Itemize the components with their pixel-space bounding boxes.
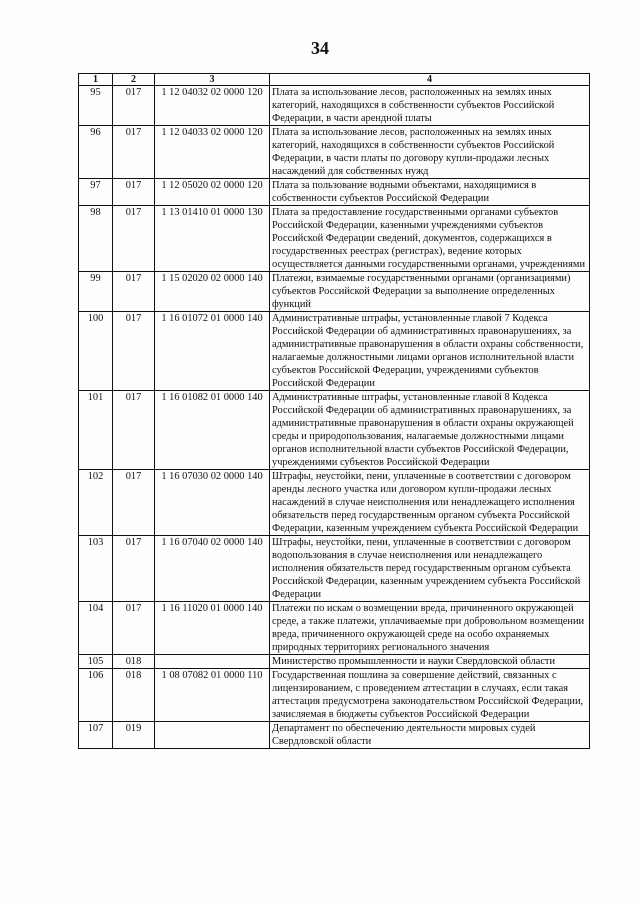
row-number: 98 <box>79 206 113 272</box>
revenue-name: Штрафы, неустойки, пени, уплаченные в соответствии с договором аренды лесного участка или договором купли-продажи лесных насаждений в случае неисполнения или ненадлежащего исполнения обязательств перед государственным органом субъекта Российской Федерации, казенным учреждением субъекта Российской Федерации <box>270 470 590 536</box>
revenue-name: Плата за предоставление государственными органами субъектов Российской Федерации, казенными учреждениями субъектов Российской Федерации сведений, документов, содержащихся в государственных реестрах (регистрах), ведение которых осуществляется данными государственными органами, учреждениями <box>270 206 590 272</box>
table-row <box>79 470 590 536</box>
table-row <box>79 312 590 391</box>
header-col-2: 2 <box>113 74 155 86</box>
admin-code: 017 <box>113 391 155 470</box>
revenue-name: Штрафы, неустойки, пени, уплаченные в соответствии с договором водопользования в случае неисполнения или ненадлежащего исполнения обязательств перед государственным органом субъекта Российской Федерации, казенным учреждением субъекта Российской Федерации <box>270 536 590 602</box>
table-row <box>79 272 590 312</box>
revenue-codes-table <box>78 73 590 749</box>
admin-code: 017 <box>113 179 155 206</box>
row-number: 104 <box>79 602 113 655</box>
header-col-4: 4 <box>270 74 590 86</box>
table-header-row <box>79 74 590 86</box>
table-row <box>79 536 590 602</box>
table-row <box>79 655 590 669</box>
row-number: 97 <box>79 179 113 206</box>
revenue-name: Плата за использование лесов, расположенных на землях иных категорий, находящихся в собственности субъектов Российской Федерации, в части арендной платы <box>270 86 590 126</box>
admin-code: 017 <box>113 312 155 391</box>
row-number: 99 <box>79 272 113 312</box>
admin-code: 017 <box>113 126 155 179</box>
table-row <box>79 86 590 126</box>
budget-code: 1 08 07082 01 0000 110 <box>155 669 270 722</box>
row-number: 107 <box>79 722 113 749</box>
budget-code: 1 12 04032 02 0000 120 <box>155 86 270 126</box>
table-row <box>79 179 590 206</box>
admin-code: 017 <box>113 272 155 312</box>
table-row <box>79 602 590 655</box>
admin-code: 017 <box>113 536 155 602</box>
revenue-name: Государственная пошлина за совершение действий, связанных с лицензированием, с проведением аттестации в случаях, если такая аттестация предусмотрена законодательством Российской Федерации, зачисляемая в бюджеты субъектов Российской Федерации <box>270 669 590 722</box>
table-row <box>79 669 590 722</box>
table-row <box>79 391 590 470</box>
revenue-name: Платежи по искам о возмещении вреда, причиненного окружающей среде, а также платежи, уплачиваемые при добровольном возмещении вреда, причиненного окружающей среде на особо охраняемых природных территориях регионального значения <box>270 602 590 655</box>
budget-code <box>155 655 270 669</box>
admin-code: 017 <box>113 470 155 536</box>
budget-code: 1 12 05020 02 0000 120 <box>155 179 270 206</box>
row-number: 95 <box>79 86 113 126</box>
budget-code: 1 16 07030 02 0000 140 <box>155 470 270 536</box>
budget-code: 1 16 11020 01 0000 140 <box>155 602 270 655</box>
page-number: 34 <box>311 38 329 58</box>
admin-code: 019 <box>113 722 155 749</box>
header-col-1: 1 <box>79 74 113 86</box>
revenue-name: Административные штрафы, установленные главой 7 Кодекса Российской Федерации об административных правонарушениях, за административные правонарушения в области охраны собственности, налагаемые должностными лицами органов исполнительной власти субъектов Российской Федерации, учреждениями субъектов Российской Федерации <box>270 312 590 391</box>
budget-code: 1 16 07040 02 0000 140 <box>155 536 270 602</box>
budget-code: 1 15 02020 02 0000 140 <box>155 272 270 312</box>
row-number: 96 <box>79 126 113 179</box>
budget-code: 1 13 01410 01 0000 130 <box>155 206 270 272</box>
revenue-name: Министерство промышленности и науки Свердловской области <box>270 655 590 669</box>
row-number: 106 <box>79 669 113 722</box>
table-row <box>79 206 590 272</box>
row-number: 105 <box>79 655 113 669</box>
admin-code: 018 <box>113 655 155 669</box>
budget-code <box>155 722 270 749</box>
revenue-name: Платежи, взимаемые государственными органами (организациями) субъектов Российской Федерации за выполнение определенных функций <box>270 272 590 312</box>
row-number: 102 <box>79 470 113 536</box>
row-number: 101 <box>79 391 113 470</box>
budget-code: 1 12 04033 02 0000 120 <box>155 126 270 179</box>
admin-code: 017 <box>113 86 155 126</box>
row-number: 100 <box>79 312 113 391</box>
revenue-name: Департамент по обеспечению деятельности мировых судей Свердловской области <box>270 722 590 749</box>
revenue-name: Плата за использование лесов, расположенных на землях иных категорий, находящихся в собственности субъектов Российской Федерации, в части платы по договору купли-продажи лесных насаждений для собственных нужд <box>270 126 590 179</box>
revenue-name: Плата за пользование водными объектами, находящимися в собственности субъектов Российской Федерации <box>270 179 590 206</box>
revenue-name: Административные штрафы, установленные главой 8 Кодекса Российской Федерации об административных правонарушениях, за административные правонарушения в области охраны окружающей среды и природопользования, налагаемые должностными лицами органов исполнительной власти субъектов Российской Федерации, учреждениями субъектов Российской Федерации <box>270 391 590 470</box>
admin-code: 017 <box>113 602 155 655</box>
table-row <box>79 722 590 749</box>
budget-code: 1 16 01082 01 0000 140 <box>155 391 270 470</box>
budget-code: 1 16 01072 01 0000 140 <box>155 312 270 391</box>
row-number: 103 <box>79 536 113 602</box>
admin-code: 018 <box>113 669 155 722</box>
table-row <box>79 126 590 179</box>
header-col-3: 3 <box>155 74 270 86</box>
admin-code: 017 <box>113 206 155 272</box>
